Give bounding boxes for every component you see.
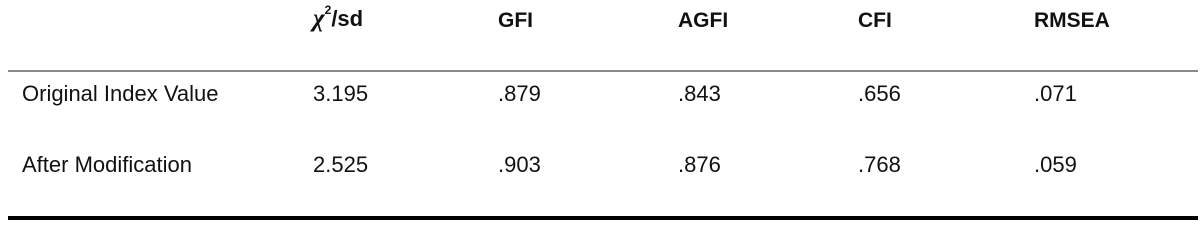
header-agfi: AGFI (678, 9, 729, 32)
header-divider (8, 70, 1198, 72)
cell-cfi: .656 (858, 81, 901, 106)
header-cfi: CFI (858, 9, 892, 32)
chi-symbol: χ (313, 5, 325, 32)
table-bottom-rule (8, 216, 1198, 220)
cell-gfi: .879 (498, 81, 541, 106)
header-rmsea: RMSEA (1034, 9, 1110, 32)
row-label: After Modification (22, 152, 192, 177)
chi-suffix: /sd (331, 6, 364, 31)
cell-chi-sd: 3.195 (313, 81, 369, 106)
cell-chi-sd: 2.525 (313, 152, 369, 177)
cell-rmsea: .071 (1034, 81, 1077, 106)
header-chi-square-sd (313, 2, 364, 33)
cell-rmsea: .059 (1034, 152, 1077, 177)
header-gfi: GFI (498, 9, 533, 32)
row-label: Original Index Value (22, 81, 219, 106)
cell-agfi: .843 (678, 81, 721, 106)
cell-agfi: .876 (678, 152, 721, 177)
cell-gfi: .903 (498, 152, 541, 177)
fit-index-table (8, 0, 1198, 228)
chi-superscript: 2 (324, 2, 332, 17)
cell-cfi: .768 (858, 152, 901, 177)
